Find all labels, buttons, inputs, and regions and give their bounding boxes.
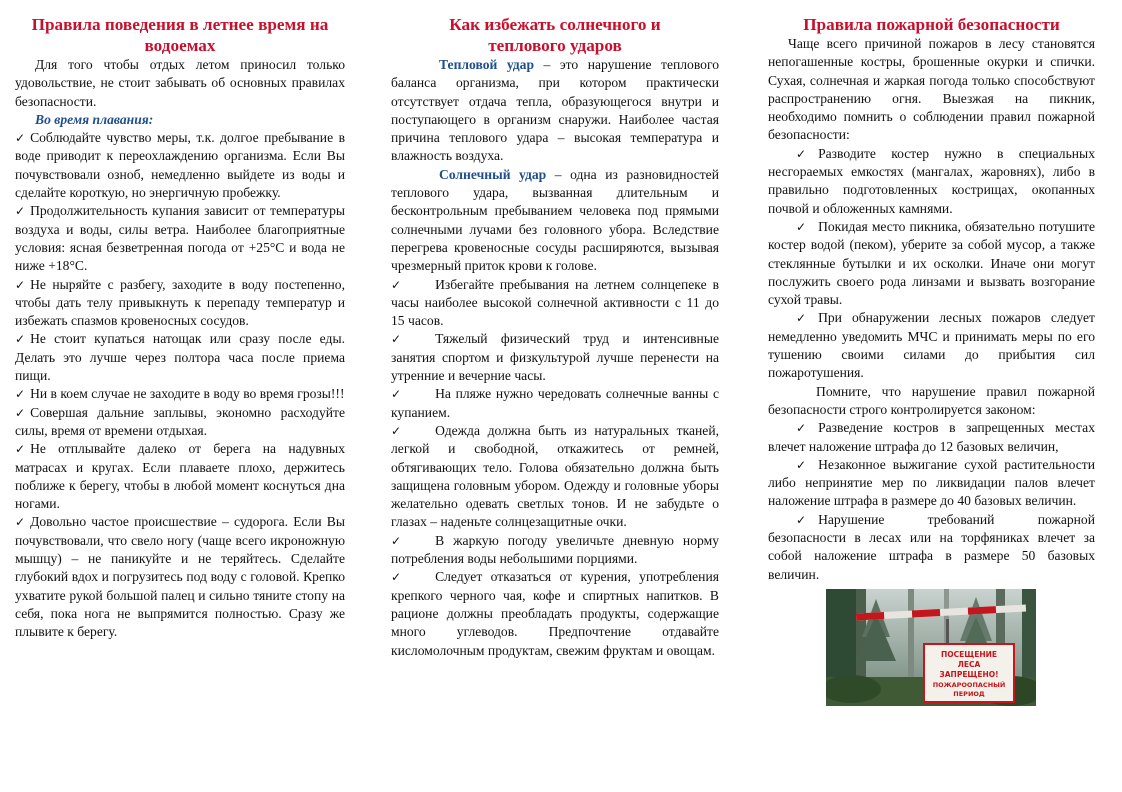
checkmark-icon: ✓: [15, 332, 26, 347]
checkmark-icon: ✓: [391, 570, 402, 585]
sign-text: ЛЕСА: [957, 659, 981, 669]
list-item: [391, 385, 719, 422]
list-item: [768, 511, 1095, 584]
list-item: [768, 419, 1095, 456]
checkmark-icon: ✓: [391, 277, 402, 292]
column-title: Правила поведения в летнее время на водоемах: [31, 15, 329, 55]
subheading: Во время плавания:: [35, 111, 154, 127]
column-title: Как избежать солнечного и теплового ударов: [449, 15, 661, 55]
list-item: [15, 330, 345, 385]
term-sun-stroke: Солнечный удар: [439, 166, 547, 182]
column-water-safety: [15, 14, 345, 642]
list-item: [391, 422, 719, 532]
forest-closed-photo: [826, 589, 1036, 706]
checkmark-icon: ✓: [796, 421, 807, 436]
sign-text: ПЕРИОД: [953, 689, 985, 698]
checkmark-icon: ✓: [15, 387, 26, 402]
sign-text: ПОСЕЩЕНИЕ: [940, 649, 998, 659]
list-item: [15, 276, 345, 331]
list-item: [391, 568, 719, 659]
checkmark-icon: ✓: [391, 423, 402, 438]
barrier-stripe: [912, 609, 940, 617]
checkmark-icon: ✓: [391, 533, 402, 548]
list-item: [15, 202, 345, 275]
sun-stroke-paragraph: [391, 166, 719, 276]
sign-text: ЗАПРЕЩЕНО!: [939, 669, 999, 679]
list-item-text: Продолжительность купания зависит от температуры воздуха и воды, силы ветра. Наиболее благоприятные условия: ясная безветренная погода от +25°С и вода не ниже +18°С.: [15, 203, 345, 274]
list-item-text: Одежда должна быть из натуральных тканей, легкой и свободной, откажитесь от ремней, обтягивающих тело. Голова обязательно должна быть защищена головным убором. Одежду и головные уборы желательно одевать светлых тонов. И не забудьте о глазах – наденьте солнцезащитные очки.: [391, 422, 719, 530]
list-item: [15, 513, 345, 641]
column-fire-safety: [768, 14, 1095, 706]
list-item-text: Не ныряйте с разбегу, заходите в воду постепенно, чтобы дать телу привыкнуть к перепаду температур и избежать спазмов кровеносных сосудов.: [15, 276, 345, 329]
list-item-text: Следует отказаться от курения, употребления крепкого черного чая, кофе и спиртных напитков. В рационе должны преобладать продукты, содержащие много углеводов. Предпочтение отдавайте кисломолочным продуктам, свежим фруктам и овощам.: [391, 569, 719, 658]
checkmark-icon: ✓: [15, 405, 26, 420]
barrier-stripe: [856, 612, 884, 620]
list-item: [15, 129, 345, 202]
list-item-text: При обнаружении лесных пожаров следует немедленно уведомить МЧС и принимать меры по его тушению своими силами до прибытия сил пожаротушения.: [768, 310, 1095, 381]
list-item-text: Избегайте пребывания на летнем солнцепеке в часы наиболее высокой солнечной активности с 11 до 15 часов.: [391, 276, 719, 329]
column-heat-stroke: [391, 14, 719, 660]
checkmark-icon: ✓: [796, 146, 807, 161]
list-item-text: На пляже нужно чередовать солнечные ванны с купанием.: [391, 386, 719, 420]
list-item-text: Незаконное выжигание сухой растительности либо непринятие мер по ликвидации палов влечет наложение штрафа в размере до 40 базовых величин.: [768, 456, 1095, 509]
paragraph-text: – одна из разновидностей теплового удара, вызванная длительным и бесконтрольным пребыванием человека под прямыми солнечными лучами без головного убора. Вследствие перегрева кровеносные сосуды расширяются, вызывая чрезмерный приток крови к голове.: [391, 166, 719, 274]
checkmark-icon: ✓: [15, 131, 26, 146]
list-item: [15, 440, 345, 513]
remember-paragraph: Помните, что нарушение правил пожарной безопасности строго контролируется законом:: [768, 383, 1095, 417]
term-heat-stroke: Тепловой удар: [439, 57, 535, 72]
forest-photo-illustration: [826, 589, 1036, 706]
list-item: [768, 145, 1095, 218]
list-item-text: Нарушение требований пожарной безопасности в лесах или на торфяниках влечет за собой наложение штрафа в размере 50 базовых величин.: [768, 511, 1095, 582]
checkmark-icon: ✓: [796, 457, 807, 472]
paragraph-text: – это нарушение теплового баланса организма, при котором практически отсутствует отдача тепла, образующегося внутри и поступающего в организм снаружи. Наиболее частая причина теплового удара – высокая температура и влажность воздуха.: [391, 57, 719, 164]
list-item: [391, 330, 719, 385]
checkmark-icon: ✓: [796, 512, 807, 527]
checkmark-icon: ✓: [796, 311, 807, 326]
list-item: [391, 532, 719, 569]
list-item-text: Тяжелый физический труд и интенсивные занятия спортом и физкультурой лучше перенести на утренние и вечерние часы.: [391, 331, 719, 384]
intro-paragraph: Для того чтобы отдых летом приносил только удовольствие, не стоит забывать об основных правилах безопасности.: [15, 57, 345, 109]
list-item: [391, 276, 719, 331]
list-item-text: Совершая дальние заплывы, экономно расходуйте силы, время от времени отдыхая.: [15, 404, 345, 438]
barrier-stripe: [968, 606, 996, 614]
list-item-text: Не отплывайте далеко от берега на надувных матрасах и кругах. Если плаваете плохо, держитесь поближе к берегу, чтобы в любой момент коснуться дна ногами.: [15, 441, 345, 512]
list-item: [768, 456, 1095, 511]
list-item-text: Разведение костров в запрещенных местах влечет наложение штрафа до 12 базовых величин,: [768, 420, 1095, 454]
list-item: [15, 404, 345, 441]
list-item: [768, 309, 1095, 382]
checkmark-icon: ✓: [796, 219, 807, 234]
checkmark-icon: ✓: [15, 277, 26, 292]
intro-paragraph: Чаще всего причиной пожаров в лесу становятся непогашенные костры, брошенные окурки и спички. Сухая, солнечная и жаркая погода только способствуют распространению огня. Выезжая на пикник, необходимо помнить о соблюдении правил пожарной безопасности:: [768, 36, 1095, 143]
checkmark-icon: ✓: [15, 204, 26, 219]
list-item: [15, 385, 345, 403]
checkmark-icon: ✓: [391, 387, 402, 402]
list-item-text: В жаркую погоду увеличьте дневную норму потребления воды небольшими порциями.: [391, 532, 719, 567]
list-item-text: Разводите костер нужно в специальных несгораемых емкостях (мангалах, жаровнях), либо в правильно подготовленных кострищах, окопанных почвой и обложенных камнями.: [768, 145, 1095, 216]
checkmark-icon: ✓: [391, 332, 402, 347]
list-item-text: Не стоит купаться натощак или сразу после еды. Делать это лучше через полтора часа после приема пищи.: [15, 331, 345, 384]
list-item-text: Довольно частое происшествие – судорога. Если Вы почувствовали, что свело ногу (чаще всего икроножную мышцу) – не паникуйте и не теряйтесь. Сделайте глубокий вдох и погрузитесь под воду с головой. Крепко ухватите рукой большой палец и сильно тяните стопу на себя, пока нога не выпрямится полностью. Сразу же плывите к берегу.: [15, 514, 345, 640]
heat-stroke-paragraph: [391, 56, 719, 166]
checkmark-icon: ✓: [15, 442, 26, 457]
column-title: Правила пожарной безопасности: [803, 15, 1060, 34]
list-item-text: Соблюдайте чувство меры, т.к. долгое пребывание в воде приводит к переохлаждению организма. Если Вы почувствовали озноб, немедленно выйдете из воды и сделайте короткую, но энергичную пробежку.: [15, 130, 345, 201]
sign-text: ПОЖАРООПАСНЫЙ: [932, 680, 1006, 689]
list-item-text: Ни в коем случае не заходите в воду во время грозы!!!: [30, 386, 345, 402]
checkmark-icon: ✓: [15, 515, 26, 530]
list-item: [768, 218, 1095, 309]
list-item-text: Покидая место пикника, обязательно потушите костер водой (пеком), уберите за собой мусор, а также стеклянные бутылки и их осколки. Иначе они могут послужить своего рода линзами и вызвать возгорание сухой травы.: [768, 218, 1095, 308]
